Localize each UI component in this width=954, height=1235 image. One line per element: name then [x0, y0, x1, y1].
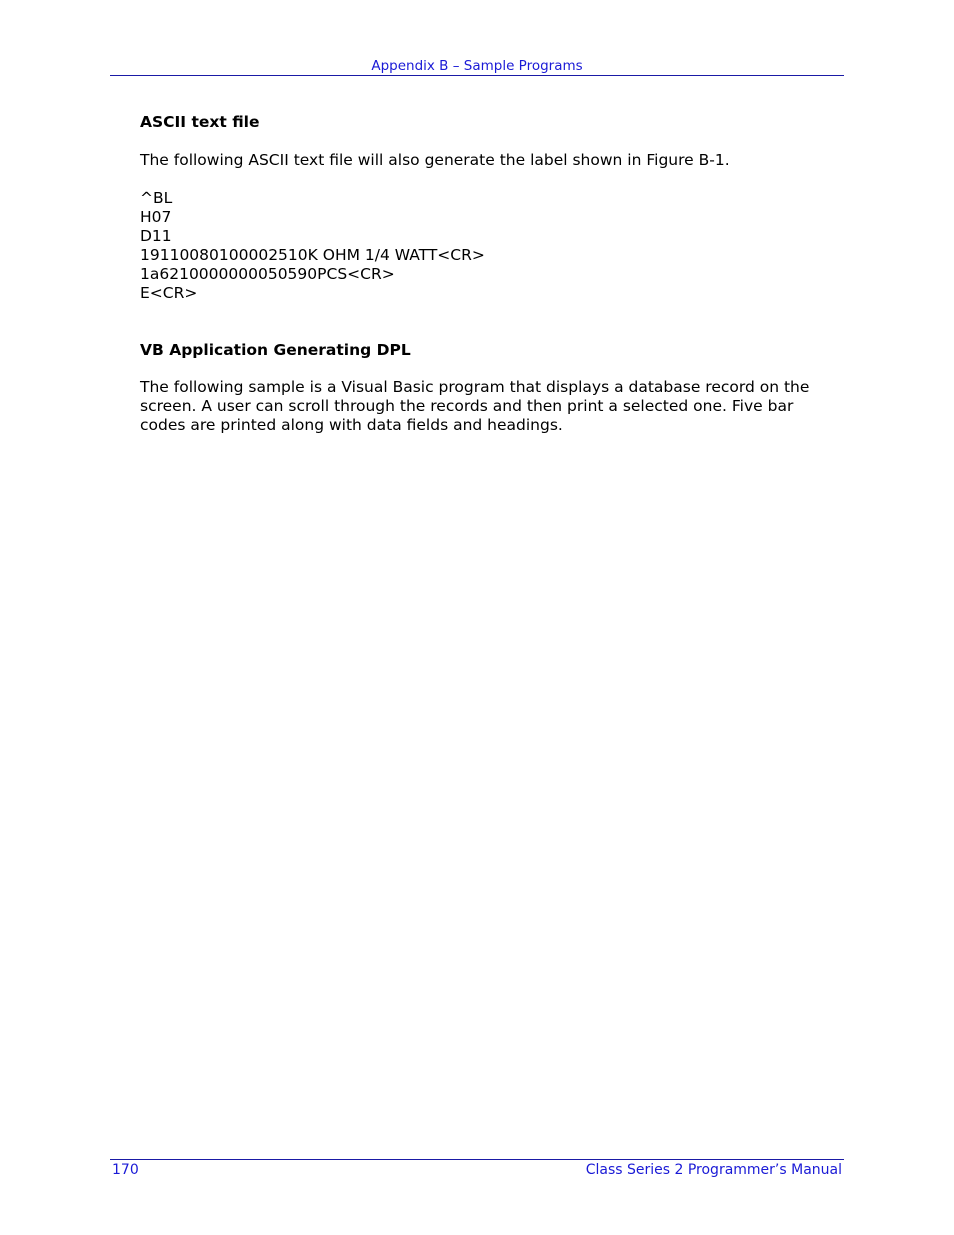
page-header — [110, 55, 844, 76]
section-intro-ascii: The following ASCII text file will also generate the label shown in Figure B-1. — [140, 151, 730, 169]
page-number: 170 — [112, 1162, 139, 1178]
section-heading-vb: VB Application Generating DPL — [140, 341, 411, 359]
code-line: H07 — [140, 208, 172, 226]
section-body-vb: The following sample is a Visual Basic program that displays a database record on the screen. A user can scroll through the records and then print a selected one. Five bar codes are printed along with data fields and headings. — [140, 378, 810, 434]
header-title: Appendix B – Sample Programs — [371, 58, 583, 74]
manual-title: Class Series 2 Programmer’s Manual — [585, 1162, 842, 1178]
main-content — [140, 113, 830, 435]
page-footer — [110, 1159, 844, 1182]
code-line: 1a6210000000050590PCS<CR> — [140, 265, 395, 283]
code-line: E<CR> — [140, 284, 198, 302]
code-line: D11 — [140, 227, 172, 245]
section-heading-ascii: ASCII text file — [140, 113, 260, 131]
code-line: ^BL — [140, 189, 173, 207]
code-line: 19110080100002510K OHM 1/4 WATT<CR> — [140, 246, 485, 264]
ascii-code-block — [140, 189, 830, 303]
